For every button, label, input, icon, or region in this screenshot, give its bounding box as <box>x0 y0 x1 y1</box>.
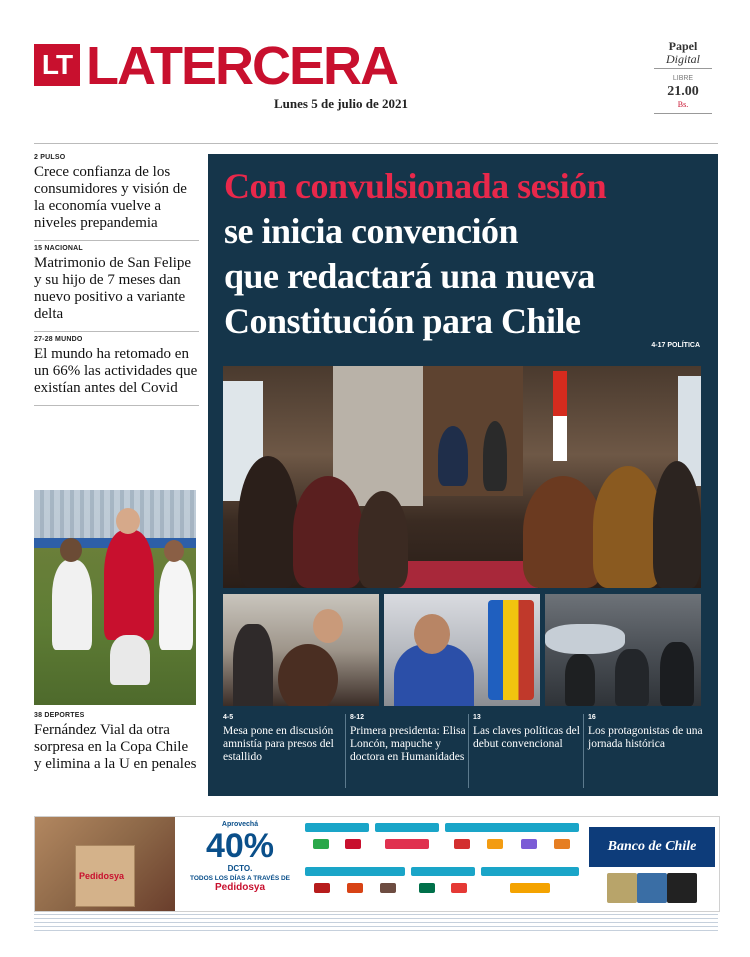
player-white-head <box>60 538 82 562</box>
story-headline[interactable]: Fernández Vial da otra sorpresa en la Copa Chile y elimina a la U en penales <box>34 722 197 772</box>
feature-headline[interactable] <box>224 164 708 344</box>
edition-price: 21.00 <box>667 84 699 99</box>
subhead-text[interactable]: Primera presidenta: Elisa Loncón, mapuche y doctora en Humanidades <box>350 725 466 763</box>
person-head <box>414 614 450 654</box>
story-nacional[interactable] <box>34 241 199 332</box>
player-white-head <box>164 540 184 562</box>
headline-line: Constitución para Chile <box>224 301 581 341</box>
story-pulso[interactable] <box>34 150 199 241</box>
subhead-text[interactable]: Mesa pone en discusión amnistía para presos del estallido <box>223 725 334 763</box>
subhead-text[interactable]: Las claves políticas del debut convencional <box>473 725 580 750</box>
flag-icon <box>553 371 567 461</box>
card-icon <box>667 873 697 903</box>
crowd-figure <box>523 476 603 588</box>
convention-photo[interactable] <box>223 366 701 588</box>
person <box>615 649 649 706</box>
partner-categories <box>305 823 585 905</box>
masthead-divider <box>34 143 718 144</box>
partner-logo <box>451 883 467 893</box>
masthead <box>34 36 714 120</box>
story-headline[interactable]: El mundo ha retomado en un 66% las actividades que existían antes del Covid <box>34 346 198 396</box>
partner-logo <box>313 839 329 849</box>
edition-line3: LIBRE <box>672 75 694 82</box>
story-headline[interactable]: Matrimonio de San Felipe y su hijo de 7 meses dan nuevo positivo a variante delta <box>34 255 192 322</box>
newspaper-logo[interactable]: LATERCERA <box>86 36 397 96</box>
player-red <box>104 530 154 640</box>
person <box>565 654 595 706</box>
edition-line2: Digital <box>654 53 712 69</box>
partner-logo <box>385 839 429 849</box>
person <box>313 609 343 643</box>
category-block[interactable] <box>375 823 439 861</box>
crowd-figure <box>358 491 408 588</box>
subhead-presidenta[interactable] <box>345 714 468 788</box>
story-section: 15 NACIONAL <box>34 245 83 252</box>
category-label-bar <box>305 867 405 876</box>
partner-logo <box>419 883 435 893</box>
player-white <box>159 560 193 650</box>
advertisement[interactable] <box>34 816 720 912</box>
category-label-bar <box>411 867 475 876</box>
category-block[interactable] <box>305 867 405 905</box>
partner-logo <box>454 839 470 849</box>
subhead-claves[interactable] <box>468 714 583 788</box>
bank-logo[interactable]: Banco de Chile <box>589 827 715 867</box>
person <box>233 624 273 706</box>
subhead-mesa[interactable] <box>223 714 341 788</box>
category-block[interactable] <box>411 867 475 905</box>
edition-line1: Papel <box>668 39 698 53</box>
subhead-page: 8-12 <box>350 714 365 721</box>
partner-logo <box>380 883 396 893</box>
photo-mesa[interactable] <box>223 594 379 706</box>
edition-badge <box>654 40 712 114</box>
subhead-page: 4-5 <box>223 714 234 721</box>
bank-cards <box>607 873 697 905</box>
category-block[interactable] <box>445 823 579 861</box>
crowd-figure <box>653 461 701 588</box>
subhead-page: 16 <box>588 714 596 721</box>
subhead-protagonistas[interactable] <box>583 714 706 788</box>
person <box>278 644 338 706</box>
story-section: 27-28 MUNDO <box>34 336 83 343</box>
promo-discount: 40% <box>205 827 275 865</box>
photo-protagonistas[interactable] <box>545 594 701 706</box>
logo-mark[interactable]: LT <box>34 44 80 86</box>
bag-logo: Pedidosya <box>79 871 125 881</box>
photo-row <box>223 594 701 706</box>
story-section: 38 DEPORTES <box>34 712 85 719</box>
photo-presidenta[interactable] <box>384 594 540 706</box>
ad-promo[interactable] <box>181 821 299 893</box>
partner-logo <box>345 839 361 849</box>
partner-logo <box>510 883 550 893</box>
main-feature[interactable] <box>208 154 718 796</box>
crowd-figure <box>293 476 363 588</box>
crowd-figure <box>238 456 298 588</box>
promo-dcto: DCTO. <box>227 864 253 873</box>
category-label-bar <box>375 823 439 832</box>
person <box>660 642 694 706</box>
ad-photo <box>35 817 175 911</box>
photo-carpet <box>398 561 538 588</box>
crowd-figure <box>483 421 507 491</box>
category-label-bar <box>305 823 369 832</box>
stadium-stand <box>34 490 196 540</box>
story-mundo[interactable] <box>34 332 199 406</box>
story-headline[interactable]: Crece confianza de los consumidores y visión de la economía vuelve a niveles prepandemia <box>34 164 187 231</box>
promo-todos: TODOS LOS DÍAS A TRAVÉS DE <box>189 875 291 882</box>
headline-line: que redactará una nueva <box>224 256 595 296</box>
subhead-text[interactable]: Los protagonistas de una jornada histórica <box>588 725 703 750</box>
category-block[interactable] <box>305 823 369 861</box>
crowd-figure <box>438 426 468 486</box>
card-icon <box>637 873 667 903</box>
player-white <box>52 560 92 650</box>
left-column <box>34 150 199 406</box>
category-label-bar <box>481 867 579 876</box>
partner-logo <box>314 883 330 893</box>
ad-fine-print <box>34 912 718 932</box>
feature-section: 4-17 POLÍTICA <box>651 342 700 349</box>
water-spray <box>545 624 625 654</box>
category-block[interactable] <box>481 867 579 905</box>
edition-currency: Bs. <box>654 98 712 114</box>
category-label-bar <box>445 823 579 832</box>
sports-photo[interactable] <box>34 490 196 705</box>
card-icon <box>607 873 637 903</box>
player-red-shorts <box>110 635 150 685</box>
feature-subheads <box>223 714 701 790</box>
partner-logo <box>521 839 537 849</box>
partner-logo <box>554 839 570 849</box>
promo-top: Aprovechá <box>221 821 259 828</box>
promo-brand: Pedidosya <box>214 882 266 893</box>
player-red-head <box>116 508 140 534</box>
headline-line: se inicia convención <box>224 211 518 251</box>
story-deportes[interactable] <box>34 712 199 773</box>
headline-red-line: Con convulsionada sesión <box>224 166 607 206</box>
partner-logo <box>487 839 503 849</box>
subhead-page: 13 <box>473 714 481 721</box>
story-section: 2 PULSO <box>34 154 66 161</box>
flag-icon <box>488 600 534 700</box>
issue-date: Lunes 5 de julio de 2021 <box>274 96 408 111</box>
partner-logo <box>347 883 363 893</box>
